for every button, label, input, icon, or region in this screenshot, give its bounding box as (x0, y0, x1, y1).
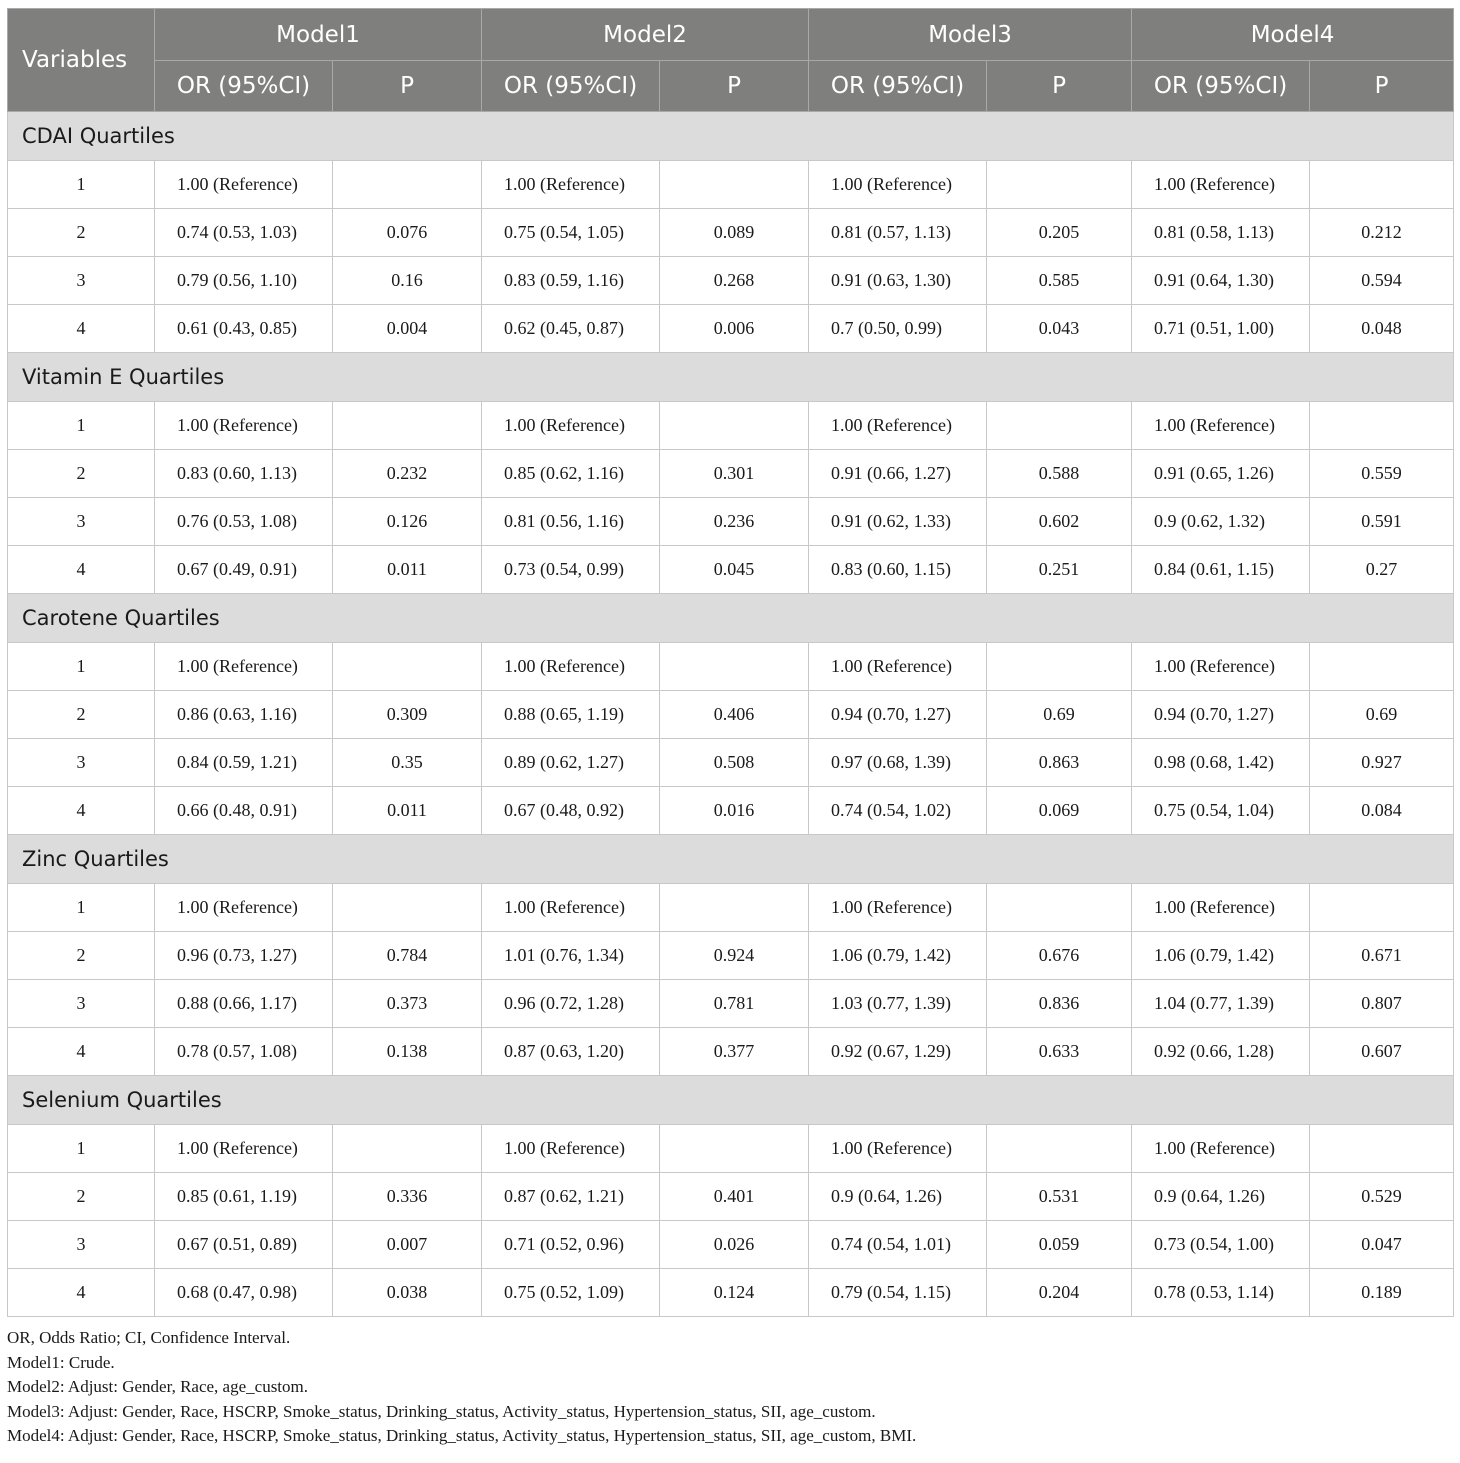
or-ci-cell: 0.92 (0.66, 1.28) (1132, 1028, 1310, 1076)
p-value-cell: 0.508 (660, 739, 809, 787)
model2-header: Model2 (482, 9, 809, 61)
group-row (8, 1076, 1454, 1125)
p-header: P (660, 61, 809, 112)
or-ci-cell: 0.75 (0.54, 1.04) (1132, 787, 1310, 835)
p-value-cell: 0.373 (333, 980, 482, 1028)
p-value-cell: 0.927 (1310, 739, 1454, 787)
or-ci-cell: 1.00 (Reference) (1132, 643, 1310, 691)
p-value-cell: 0.251 (987, 546, 1132, 594)
or-ci-cell: 0.83 (0.60, 1.13) (155, 450, 333, 498)
model1-header: Model1 (155, 9, 482, 61)
p-value-cell: 0.069 (987, 787, 1132, 835)
or-ci-cell: 1.00 (Reference) (809, 402, 987, 450)
or-ci-cell: 0.97 (0.68, 1.39) (809, 739, 987, 787)
or-ci-cell: 1.06 (0.79, 1.42) (1132, 932, 1310, 980)
or-ci-cell: 0.84 (0.59, 1.21) (155, 739, 333, 787)
p-value-cell: 0.836 (987, 980, 1132, 1028)
group-row (8, 835, 1454, 884)
p-value-cell: 0.35 (333, 739, 482, 787)
p-value-cell: 0.138 (333, 1028, 482, 1076)
p-value-cell (1310, 884, 1454, 932)
quartile-cell: 3 (8, 1221, 155, 1269)
table-row (8, 1028, 1454, 1076)
quartile-cell: 4 (8, 1269, 155, 1317)
or-ci-cell: 0.92 (0.67, 1.29) (809, 1028, 987, 1076)
quartile-cell: 4 (8, 305, 155, 353)
p-value-cell (1310, 161, 1454, 209)
or-ci-cell: 1.00 (Reference) (1132, 884, 1310, 932)
p-value-cell: 0.559 (1310, 450, 1454, 498)
p-value-cell: 0.084 (1310, 787, 1454, 835)
or-ci-cell: 0.61 (0.43, 0.85) (155, 305, 333, 353)
or-ci-cell: 0.71 (0.52, 0.96) (482, 1221, 660, 1269)
or-ci-cell: 1.00 (Reference) (809, 643, 987, 691)
or-ci-cell: 0.62 (0.45, 0.87) (482, 305, 660, 353)
p-value-cell: 0.189 (1310, 1269, 1454, 1317)
table-row (8, 209, 1454, 257)
p-value-cell (987, 884, 1132, 932)
results-table-container (7, 8, 1453, 1449)
or-ci-cell: 0.84 (0.61, 1.15) (1132, 546, 1310, 594)
quartile-cell: 4 (8, 546, 155, 594)
or-ci-cell: 0.7 (0.50, 0.99) (809, 305, 987, 353)
p-header: P (1310, 61, 1454, 112)
or-ci-cell: 0.91 (0.64, 1.30) (1132, 257, 1310, 305)
or-ci-cell: 0.75 (0.52, 1.09) (482, 1269, 660, 1317)
or-ci-cell: 1.00 (Reference) (809, 884, 987, 932)
quartile-cell: 3 (8, 257, 155, 305)
or-ci-cell: 1.06 (0.79, 1.42) (809, 932, 987, 980)
p-value-cell (987, 643, 1132, 691)
or-ci-cell: 0.75 (0.54, 1.05) (482, 209, 660, 257)
or-ci-cell: 0.67 (0.49, 0.91) (155, 546, 333, 594)
footnote-line: OR, Odds Ratio; CI, Confidence Interval. (7, 1328, 291, 1347)
or-ci-header: OR (95%CI) (1132, 61, 1310, 112)
group-row (8, 353, 1454, 402)
or-ci-cell: 0.81 (0.57, 1.13) (809, 209, 987, 257)
p-value-cell: 0.011 (333, 546, 482, 594)
p-value-cell: 0.784 (333, 932, 482, 980)
or-ci-cell: 0.81 (0.56, 1.16) (482, 498, 660, 546)
table-row (8, 884, 1454, 932)
p-value-cell: 0.602 (987, 498, 1132, 546)
group-row (8, 112, 1454, 161)
or-ci-cell: 0.73 (0.54, 1.00) (1132, 1221, 1310, 1269)
or-ci-cell: 0.9 (0.64, 1.26) (1132, 1173, 1310, 1221)
quartile-cell: 1 (8, 1125, 155, 1173)
p-value-cell: 0.591 (1310, 498, 1454, 546)
or-ci-cell: 0.79 (0.56, 1.10) (155, 257, 333, 305)
or-ci-cell: 0.85 (0.62, 1.16) (482, 450, 660, 498)
p-value-cell: 0.671 (1310, 932, 1454, 980)
p-value-cell: 0.69 (1310, 691, 1454, 739)
variables-header: Variables (8, 9, 155, 112)
p-value-cell: 0.212 (1310, 209, 1454, 257)
or-ci-cell: 0.76 (0.53, 1.08) (155, 498, 333, 546)
or-ci-cell: 0.88 (0.65, 1.19) (482, 691, 660, 739)
table-row (8, 739, 1454, 787)
table-row (8, 257, 1454, 305)
p-value-cell: 0.588 (987, 450, 1132, 498)
quartile-cell: 2 (8, 932, 155, 980)
or-ci-cell: 1.00 (Reference) (155, 1125, 333, 1173)
p-value-cell: 0.676 (987, 932, 1132, 980)
quartile-cell: 1 (8, 884, 155, 932)
or-ci-cell: 0.74 (0.54, 1.01) (809, 1221, 987, 1269)
p-header: P (333, 61, 482, 112)
p-value-cell: 0.232 (333, 450, 482, 498)
or-ci-cell: 1.00 (Reference) (155, 643, 333, 691)
model4-header: Model4 (1132, 9, 1454, 61)
or-ci-cell: 1.00 (Reference) (482, 884, 660, 932)
or-ci-cell: 1.00 (Reference) (1132, 1125, 1310, 1173)
table-row (8, 161, 1454, 209)
footnote-line: Model2: Adjust: Gender, Race, age_custom. (7, 1377, 309, 1396)
or-ci-cell: 0.83 (0.59, 1.16) (482, 257, 660, 305)
p-value-cell: 0.301 (660, 450, 809, 498)
or-ci-cell: 1.00 (Reference) (482, 161, 660, 209)
p-value-cell: 0.204 (987, 1269, 1132, 1317)
quartile-cell: 1 (8, 402, 155, 450)
quartile-cell: 1 (8, 643, 155, 691)
or-ci-cell: 0.96 (0.72, 1.28) (482, 980, 660, 1028)
table-body (8, 112, 1454, 1317)
or-ci-cell: 1.00 (Reference) (482, 402, 660, 450)
footnote-line: Model3: Adjust: Gender, Race, HSCRP, Smoke_status, Drinking_status, Activity_status, Hypertension_status, SII, age_custom. (7, 1401, 876, 1421)
quartile-cell: 1 (8, 161, 155, 209)
or-ci-cell: 0.78 (0.53, 1.14) (1132, 1269, 1310, 1317)
p-value-cell: 0.268 (660, 257, 809, 305)
p-value-cell: 0.045 (660, 546, 809, 594)
p-value-cell: 0.336 (333, 1173, 482, 1221)
or-ci-cell: 0.67 (0.51, 0.89) (155, 1221, 333, 1269)
group-title: CDAI Quartiles (8, 112, 1454, 161)
p-value-cell (1310, 1125, 1454, 1173)
p-value-cell: 0.236 (660, 498, 809, 546)
or-ci-cell: 0.91 (0.66, 1.27) (809, 450, 987, 498)
or-ci-cell: 0.91 (0.62, 1.33) (809, 498, 987, 546)
p-value-cell (333, 402, 482, 450)
table-row (8, 402, 1454, 450)
or-ci-cell: 0.78 (0.57, 1.08) (155, 1028, 333, 1076)
table-row (8, 305, 1454, 353)
table-row (8, 1125, 1454, 1173)
or-ci-cell: 0.88 (0.66, 1.17) (155, 980, 333, 1028)
or-ci-cell: 0.89 (0.62, 1.27) (482, 739, 660, 787)
or-ci-cell: 1.00 (Reference) (809, 1125, 987, 1173)
p-value-cell (660, 1125, 809, 1173)
model3-header: Model3 (809, 9, 1132, 61)
p-value-cell (660, 402, 809, 450)
group-title: Carotene Quartiles (8, 594, 1454, 643)
p-value-cell (987, 402, 1132, 450)
p-value-cell (660, 643, 809, 691)
quartile-cell: 3 (8, 498, 155, 546)
p-value-cell (333, 884, 482, 932)
quartile-cell: 2 (8, 691, 155, 739)
p-value-cell: 0.607 (1310, 1028, 1454, 1076)
p-value-cell: 0.038 (333, 1269, 482, 1317)
quartile-cell: 2 (8, 209, 155, 257)
quartile-cell: 2 (8, 1173, 155, 1221)
p-value-cell (987, 1125, 1132, 1173)
footnote-line: Model1: Crude. (7, 1352, 115, 1372)
or-ci-cell: 1.00 (Reference) (1132, 161, 1310, 209)
or-ci-cell: 0.66 (0.48, 0.91) (155, 787, 333, 835)
p-value-cell (1310, 402, 1454, 450)
or-ci-header: OR (95%CI) (482, 61, 660, 112)
or-ci-cell: 1.00 (Reference) (155, 884, 333, 932)
p-value-cell: 0.16 (333, 257, 482, 305)
p-value-cell (660, 884, 809, 932)
or-ci-cell: 0.83 (0.60, 1.15) (809, 546, 987, 594)
or-ci-cell: 1.00 (Reference) (1132, 402, 1310, 450)
p-value-cell: 0.633 (987, 1028, 1132, 1076)
table-row (8, 980, 1454, 1028)
table-row (8, 1269, 1454, 1317)
p-value-cell: 0.011 (333, 787, 482, 835)
table-row (8, 498, 1454, 546)
table-row (8, 1221, 1454, 1269)
or-ci-cell: 0.9 (0.64, 1.26) (809, 1173, 987, 1221)
p-value-cell: 0.594 (1310, 257, 1454, 305)
p-value-cell: 0.309 (333, 691, 482, 739)
p-value-cell: 0.531 (987, 1173, 1132, 1221)
or-ci-cell: 0.87 (0.62, 1.21) (482, 1173, 660, 1221)
or-ci-cell: 0.91 (0.65, 1.26) (1132, 450, 1310, 498)
p-value-cell: 0.043 (987, 305, 1132, 353)
group-row (8, 594, 1454, 643)
p-value-cell: 0.059 (987, 1221, 1132, 1269)
p-value-cell: 0.007 (333, 1221, 482, 1269)
p-value-cell: 0.863 (987, 739, 1132, 787)
table-footnotes (7, 1326, 1453, 1449)
or-ci-header: OR (95%CI) (155, 61, 333, 112)
p-value-cell: 0.047 (1310, 1221, 1454, 1269)
or-ci-cell: 0.94 (0.70, 1.27) (809, 691, 987, 739)
or-ci-cell: 0.91 (0.63, 1.30) (809, 257, 987, 305)
group-title: Selenium Quartiles (8, 1076, 1454, 1125)
quartile-cell: 3 (8, 980, 155, 1028)
table-row (8, 546, 1454, 594)
or-ci-cell: 0.94 (0.70, 1.27) (1132, 691, 1310, 739)
table-row (8, 450, 1454, 498)
p-header: P (987, 61, 1132, 112)
table-row (8, 1173, 1454, 1221)
quartile-cell: 2 (8, 450, 155, 498)
quartile-cell: 4 (8, 787, 155, 835)
p-value-cell: 0.006 (660, 305, 809, 353)
p-value-cell (1310, 643, 1454, 691)
p-value-cell: 0.089 (660, 209, 809, 257)
p-value-cell: 0.924 (660, 932, 809, 980)
or-ci-cell: 0.85 (0.61, 1.19) (155, 1173, 333, 1221)
p-value-cell (333, 1125, 482, 1173)
p-value-cell: 0.048 (1310, 305, 1454, 353)
table-row (8, 691, 1454, 739)
p-value-cell: 0.27 (1310, 546, 1454, 594)
p-value-cell (333, 161, 482, 209)
p-value-cell: 0.807 (1310, 980, 1454, 1028)
or-ci-cell: 0.9 (0.62, 1.32) (1132, 498, 1310, 546)
p-value-cell: 0.529 (1310, 1173, 1454, 1221)
or-ci-cell: 0.74 (0.53, 1.03) (155, 209, 333, 257)
p-value-cell: 0.016 (660, 787, 809, 835)
or-ci-cell: 0.73 (0.54, 0.99) (482, 546, 660, 594)
or-ci-cell: 0.67 (0.48, 0.92) (482, 787, 660, 835)
p-value-cell: 0.781 (660, 980, 809, 1028)
p-value-cell: 0.124 (660, 1269, 809, 1317)
odds-ratio-table (7, 8, 1454, 1317)
table-row (8, 787, 1454, 835)
or-ci-cell: 0.86 (0.63, 1.16) (155, 691, 333, 739)
or-ci-cell: 0.96 (0.73, 1.27) (155, 932, 333, 980)
quartile-cell: 4 (8, 1028, 155, 1076)
p-value-cell: 0.126 (333, 498, 482, 546)
or-ci-cell: 1.00 (Reference) (155, 161, 333, 209)
or-ci-cell: 1.03 (0.77, 1.39) (809, 980, 987, 1028)
p-value-cell (660, 161, 809, 209)
or-ci-cell: 0.74 (0.54, 1.02) (809, 787, 987, 835)
p-value-cell: 0.406 (660, 691, 809, 739)
p-value-cell: 0.076 (333, 209, 482, 257)
group-title: Vitamin E Quartiles (8, 353, 1454, 402)
or-ci-cell: 0.79 (0.54, 1.15) (809, 1269, 987, 1317)
or-ci-cell: 1.00 (Reference) (482, 643, 660, 691)
p-value-cell: 0.377 (660, 1028, 809, 1076)
or-ci-cell: 0.71 (0.51, 1.00) (1132, 305, 1310, 353)
table-header (8, 9, 1454, 112)
footnote-line: Model4: Adjust: Gender, Race, HSCRP, Smoke_status, Drinking_status, Activity_status, Hypertension_status, SII, age_custom, BMI. (7, 1426, 917, 1445)
p-value-cell: 0.69 (987, 691, 1132, 739)
or-ci-cell: 1.00 (Reference) (155, 402, 333, 450)
p-value-cell (333, 643, 482, 691)
or-ci-cell: 0.68 (0.47, 0.98) (155, 1269, 333, 1317)
quartile-cell: 3 (8, 739, 155, 787)
or-ci-cell: 1.00 (Reference) (809, 161, 987, 209)
p-value-cell: 0.026 (660, 1221, 809, 1269)
or-ci-cell: 0.98 (0.68, 1.42) (1132, 739, 1310, 787)
table-row (8, 932, 1454, 980)
p-value-cell: 0.205 (987, 209, 1132, 257)
or-ci-cell: 0.81 (0.58, 1.13) (1132, 209, 1310, 257)
or-ci-header: OR (95%CI) (809, 61, 987, 112)
p-value-cell: 0.585 (987, 257, 1132, 305)
p-value-cell: 0.401 (660, 1173, 809, 1221)
or-ci-cell: 1.04 (0.77, 1.39) (1132, 980, 1310, 1028)
p-value-cell: 0.004 (333, 305, 482, 353)
or-ci-cell: 1.00 (Reference) (482, 1125, 660, 1173)
or-ci-cell: 0.87 (0.63, 1.20) (482, 1028, 660, 1076)
table-row (8, 643, 1454, 691)
or-ci-cell: 1.01 (0.76, 1.34) (482, 932, 660, 980)
p-value-cell (987, 161, 1132, 209)
group-title: Zinc Quartiles (8, 835, 1454, 884)
